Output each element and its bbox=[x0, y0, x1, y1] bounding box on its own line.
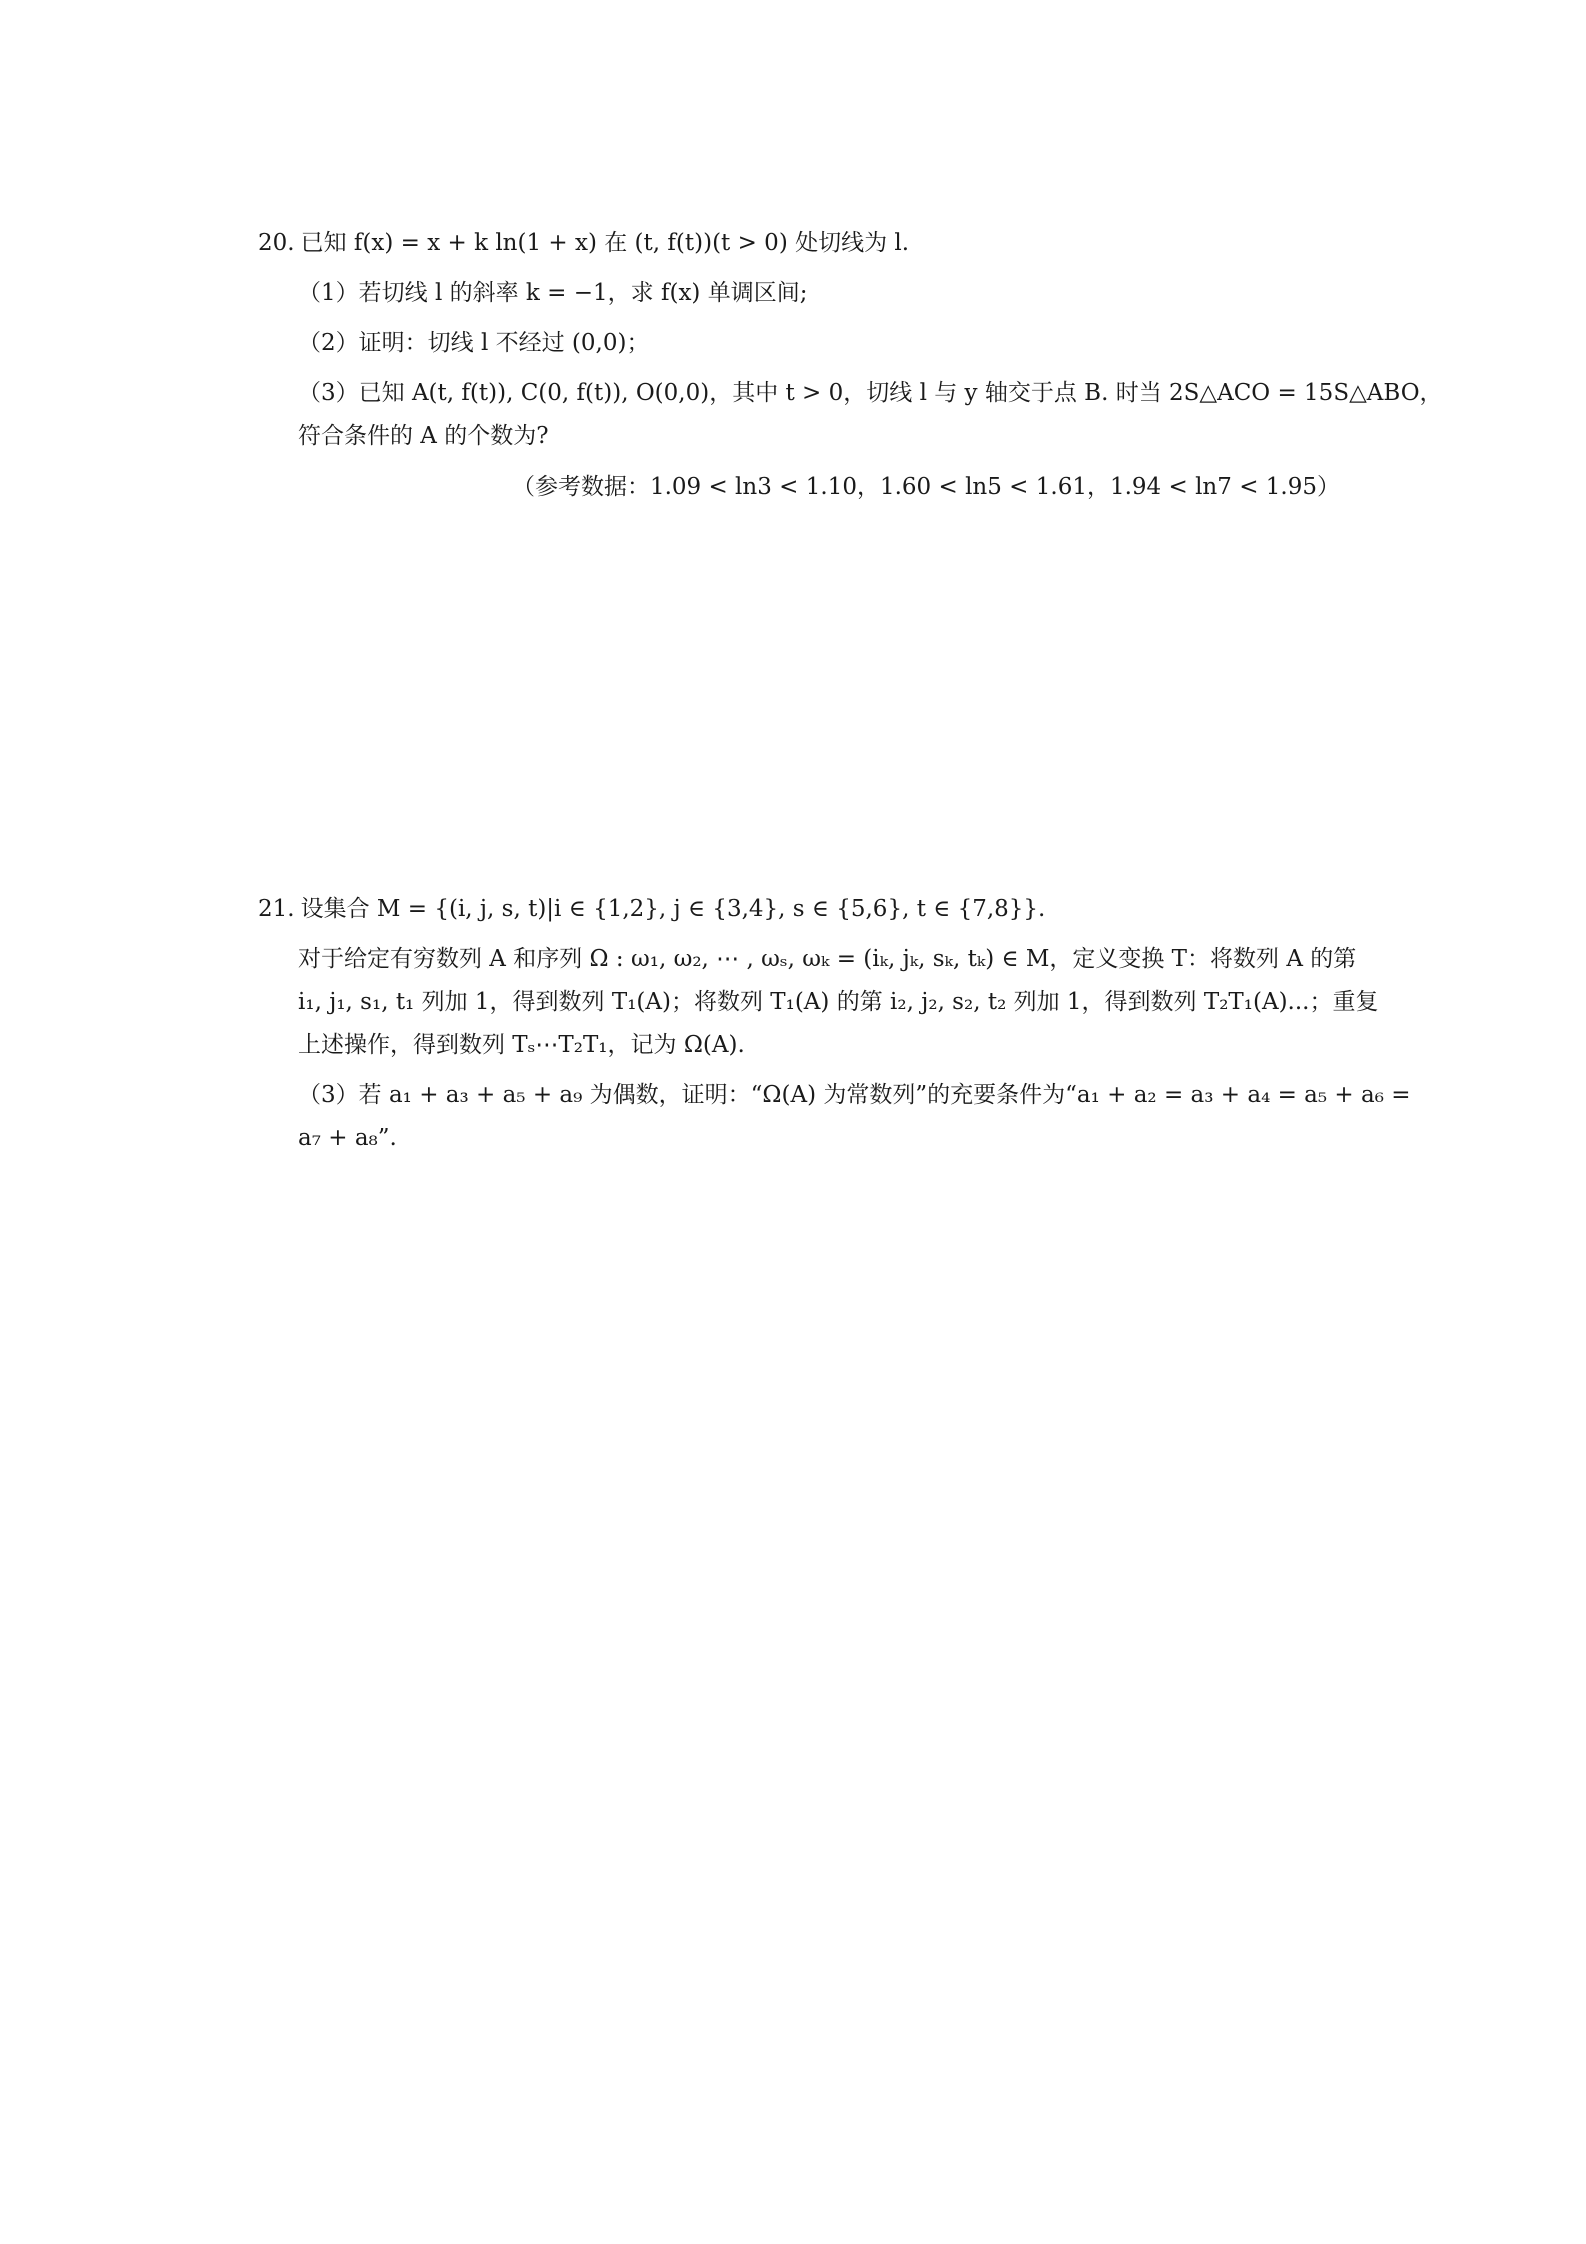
problem-number: 20. bbox=[258, 230, 295, 256]
problem-stem-text: 设集合 M = {(i, j, s, t)|i ∈ {1,2}, j ∈ {3,4}, s ∈ {5,6}, t ∈ {7,8}}. bbox=[300, 896, 1046, 922]
problem-20-stem bbox=[258, 222, 1340, 265]
problem-21-stem bbox=[258, 888, 1340, 931]
problem-21-body-line-2: i₁, j₁, s₁, t₁ 列加 1，得到数列 T₁(A)；将数列 T₁(A) 的第 i₂, j₂, s₂, t₂ 列加 1，得到数列 T₂T₁(A)...；重复 bbox=[298, 989, 1379, 1015]
problem-21-body-line-1: 对于给定有穷数列 A 和序列 Ω : ω₁, ω₂, ⋯ , ωₛ, ωₖ = (iₖ, jₖ, sₖ, tₖ) ∈ M，定义变换 T：将数列 A 的第 bbox=[298, 946, 1357, 972]
problem-number: 21. bbox=[258, 896, 295, 922]
problem-stem-text: 已知 f(x) = x + k ln(1 + x) 在 (t, f(t))(t > 0) 处切线为 l. bbox=[300, 230, 910, 256]
reference-data: （参考数据：1.09 < ln3 < 1.10，1.60 < ln5 < 1.61，1.94 < ln7 < 1.95） bbox=[511, 474, 1340, 500]
problem-21-part-3: （3）若 a₁ + a₃ + a₅ + a₉ 为偶数，证明：“Ω(A) 为常数列”的充要条件为“a₁ + a₂ = a₃ + a₄ = a₅ + a₆ = bbox=[298, 1082, 1411, 1108]
problem-21-part-3-continued: a₇ + a₈”. bbox=[298, 1125, 397, 1151]
problem-20-part-1: （1）若切线 l 的斜率 k = −1，求 f(x) 单调区间; bbox=[298, 280, 808, 306]
problem-21 bbox=[258, 888, 1411, 1160]
problem-20-part-2: （2）证明：切线 l 不经过 (0,0)； bbox=[298, 330, 650, 356]
problem-20 bbox=[258, 222, 1443, 509]
problem-20-part-3-continued: 符合条件的 A 的个数为? bbox=[298, 423, 549, 449]
problem-20-part-3: （3）已知 A(t, f(t)), C(0, f(t)), O(0,0)，其中 t > 0，切线 l 与 y 轴交于点 B. 时当 2S△ACO = 15S△ABO， bbox=[298, 380, 1443, 406]
problem-21-body-line-3: 上述操作，得到数列 Tₛ⋯T₂T₁，记为 Ω(A). bbox=[298, 1032, 745, 1058]
